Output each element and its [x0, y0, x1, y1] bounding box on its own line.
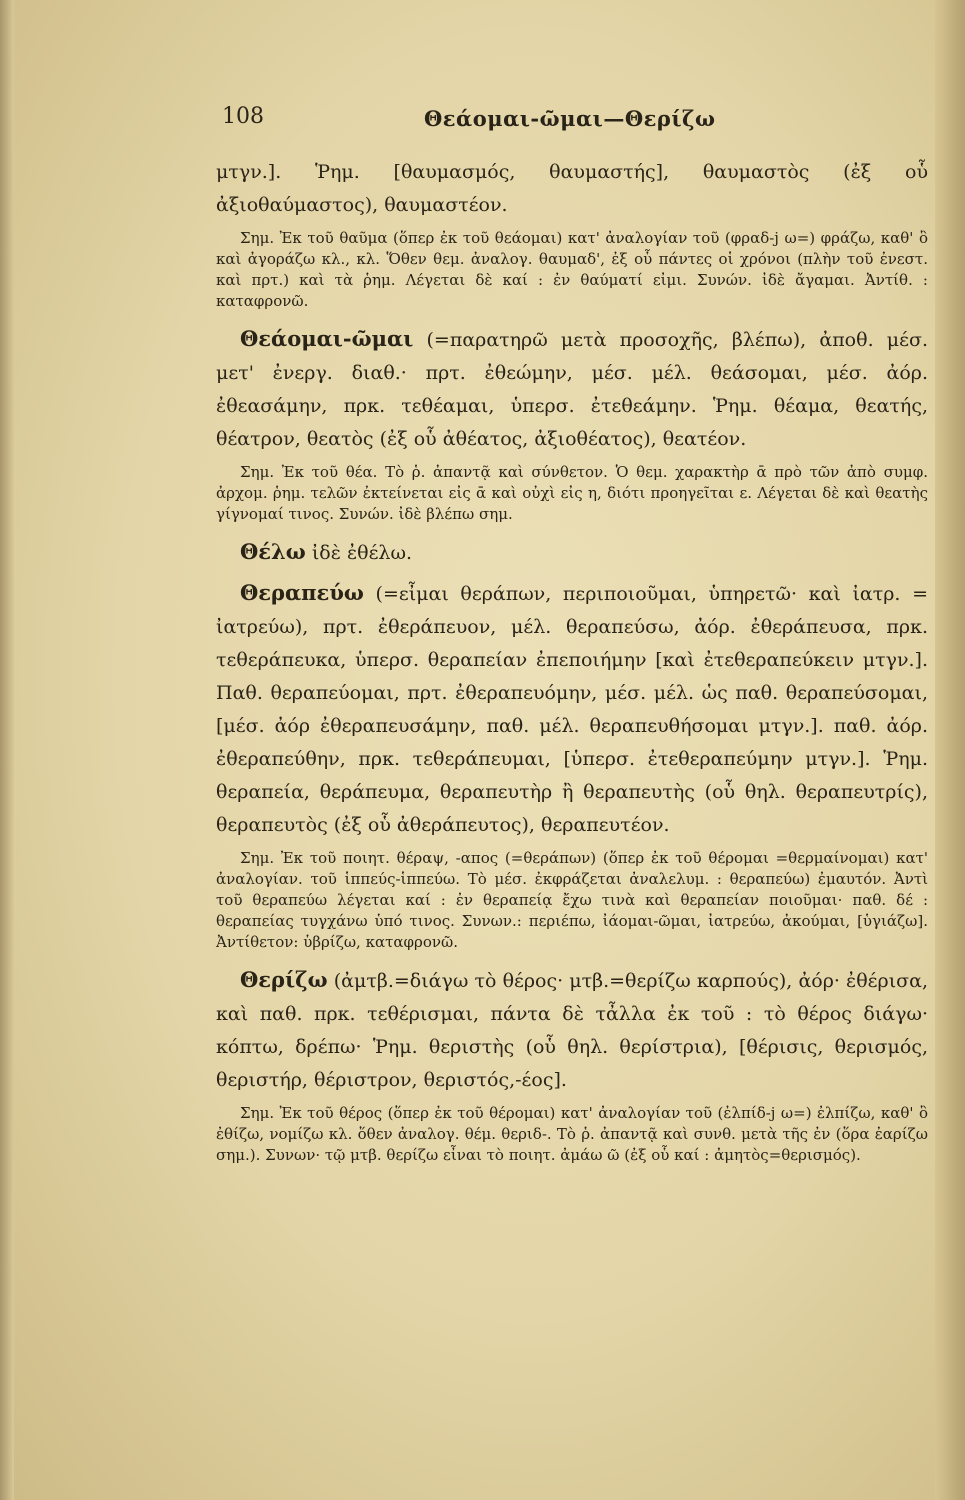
headword: Θερίζω	[240, 967, 328, 992]
page-content	[216, 104, 928, 1166]
note-text: Σημ. Ἐκ τοῦ θέρος (ὅπερ ἐκ τοῦ θέρομαι) κατ' ἀναλογίαν τοῦ (ἐλπίδ-j ω=) ἐλπίζω, καθ' ὃ ἐθίζω, νομίζω κλ. ὅθεν ἀναλογ. θέμ. θεριδ-. Τὸ ῥ. ἀπαντᾷ καὶ συνθ. μετὰ τῆς ἐν (ὅρα ἐαρίζω σημ.). Συνων· τῷ μτβ. θερίζω εἶναι τὸ ποιητ. ἀμάω ῶ (ἐξ οὗ καί : ἀμητὸς=θερισμός).	[216, 1104, 928, 1164]
note-text: Σημ. Ἐκ τοῦ θαῦμα (ὅπερ ἐκ τοῦ θεάομαι) κατ' ἀναλογίαν τοῦ (φραδ-j ω=) φράζω, καθ' ὃ καὶ ἀγοράζω κλ., κλ. Ὅθεν θεμ. ἀναλογ. θαυμαδ', ἐξ οὗ πάντες οἱ χρόνοι (πλὴν τοῦ ἐνεστ. καὶ πρτ.) καὶ τὰ ῥημ. Λέγεται δὲ καί : ἐν θαύματί εἰμι. Συνών. ἰδὲ ἄγαμαι. Ἀντίθ. : καταφρονῶ.	[216, 229, 928, 310]
note-thaumazo	[216, 228, 928, 312]
entry-text: (=παρατηρῶ μετὰ προσοχῆς, βλέπω), ἀποθ. μέσ. μετ' ἐνεργ. διαθ.· πρτ. ἐθεώμην, μέσ. μέλ. θεάσομαι, μέσ. ἀόρ. ἐθεασάμην, πρκ. τεθέαμαι, ὑπερσ. ἐτεθεάμην. Ῥημ. θέαμα, θεατής, θέατρον, θεατὸς (ἐξ οὗ ἀθέατος, ἀξιοθέατος), θεατέον.	[216, 329, 928, 450]
page-number: 108	[222, 104, 264, 129]
page-edge-left	[0, 0, 14, 1500]
note-text: Σημ. Ἐκ τοῦ ποιητ. θέραψ, -απος (=θεράπων) (ὅπερ ἐκ τοῦ θέρομαι =θερμαίνομαι) κατ' ἀναλογίαν. τοῦ ἱππεύς-ἱππεύω. Τὸ μέσ. ἐκφράζεται ἀναλελυμ. : θεραπεύω) ἐμαυτόν. Ἀντὶ τοῦ θεραπεύω λέγεται καί : ἐν θεραπείᾳ ἔχω τινὰ καὶ θεραπείαν ποιοῦμαι· παθ. δέ : θεραπείας τυγχάνω ὑπό τινος. Συνων.: περιέπω, ἰάομαι-ῶμαι, ἰατρεύω, ἀκούμαι, [ὑγιάζω]. Ἀντίθετον: ὑβρίζω, καταφρονῶ.	[216, 849, 928, 951]
headword: Θέλω	[240, 539, 306, 564]
entry-continuation	[216, 156, 928, 222]
page-header	[216, 104, 928, 150]
entry-text: μτγν.]. Ῥημ. [θαυμασμός, θαυμαστής], θαυμαστὸς (ἐξ οὗ ἀξιοθαύμαστος), θαυμαστέον.	[216, 161, 928, 216]
note-theaomai	[216, 462, 928, 525]
page-edge-right	[935, 0, 965, 1500]
note-therapeuo	[216, 848, 928, 953]
headword: Θεραπεύω	[240, 580, 364, 605]
entry-text: ἰδὲ ἐθέλω.	[305, 542, 412, 564]
headword: Θεάομαι-ῶμαι	[240, 326, 414, 351]
entry-therapeuo	[216, 576, 928, 842]
note-therizo	[216, 1103, 928, 1166]
entry-theaomai	[216, 322, 928, 456]
entry-text: (ἀμτβ.=διάγω τὸ θέρος· μτβ.=θερίζω καρπούς), ἀόρ· ἐθέρισα, καὶ παθ. πρκ. τεθέρισμαι, πάντα δὲ τἆλλα ἐκ τοῦ : τὸ θέρος διάγω· κόπτω, δρέπω· Ῥημ. θεριστὴς (οὗ θηλ. θερίστρια), [θέρισις, θερισμός, θεριστήρ, θέριστρον, θεριστός,-έος].	[216, 970, 928, 1091]
entry-therizo	[216, 963, 928, 1097]
running-head: Θεάομαι-ῶμαι—Θερίζω	[424, 106, 716, 131]
entry-text: (=εἶμαι θεράπων, περιποιοῦμαι, ὑπηρετῶ· καὶ ἰατρ. = ἰατρεύω), πρτ. ἐθεράπευον, μέλ. θεραπεύσω, ἀόρ. ἐθεράπευσα, πρκ. τεθεράπευκα, ὑπερσ. θεραπείαν ἐπεποιήμην [καὶ ἐτεθεραπεύκειν μτγν.]. Παθ. θεραπεύομαι, πρτ. ἐθεραπευόμην, μέσ. μέλ. ὡς παθ. θεραπεύσομαι, [μέσ. ἀόρ ἐθεραπευσάμην, παθ. μέλ. θεραπευθήσομαι μτγν.]. παθ. ἀόρ. ἐθεραπεύθην, πρκ. τεθεράπευμαι, [ὑπερσ. ἐτεθεραπεύμην μτγν.]. Ῥημ. θεραπεία, θεράπευμα, θεραπευτὴρ ἢ θεραπευτὴς (οὗ θηλ. θεραπευτρίς), θεραπευτὸς (ἐξ οὗ ἀθεράπευτος), θεραπευτέον.	[216, 583, 928, 836]
note-text: Σημ. Ἐκ τοῦ θέα. Τὸ ῥ. ἀπαντᾷ καὶ σύνθετον. Ὁ θεμ. χαρακτὴρ ᾱ πρὸ τῶν ἀπὸ συμφ. ἀρχομ. ῥημ. τελῶν ἐκτείνεται εἰς ᾱ καὶ οὐχὶ εἰς η, διότι προηγεῖται ε. Λέγεται δὲ καὶ θεατὴς γίγνομαί τινος. Συνών. ἰδὲ βλέπω σημ.	[216, 463, 928, 523]
entry-thelo	[216, 535, 928, 570]
